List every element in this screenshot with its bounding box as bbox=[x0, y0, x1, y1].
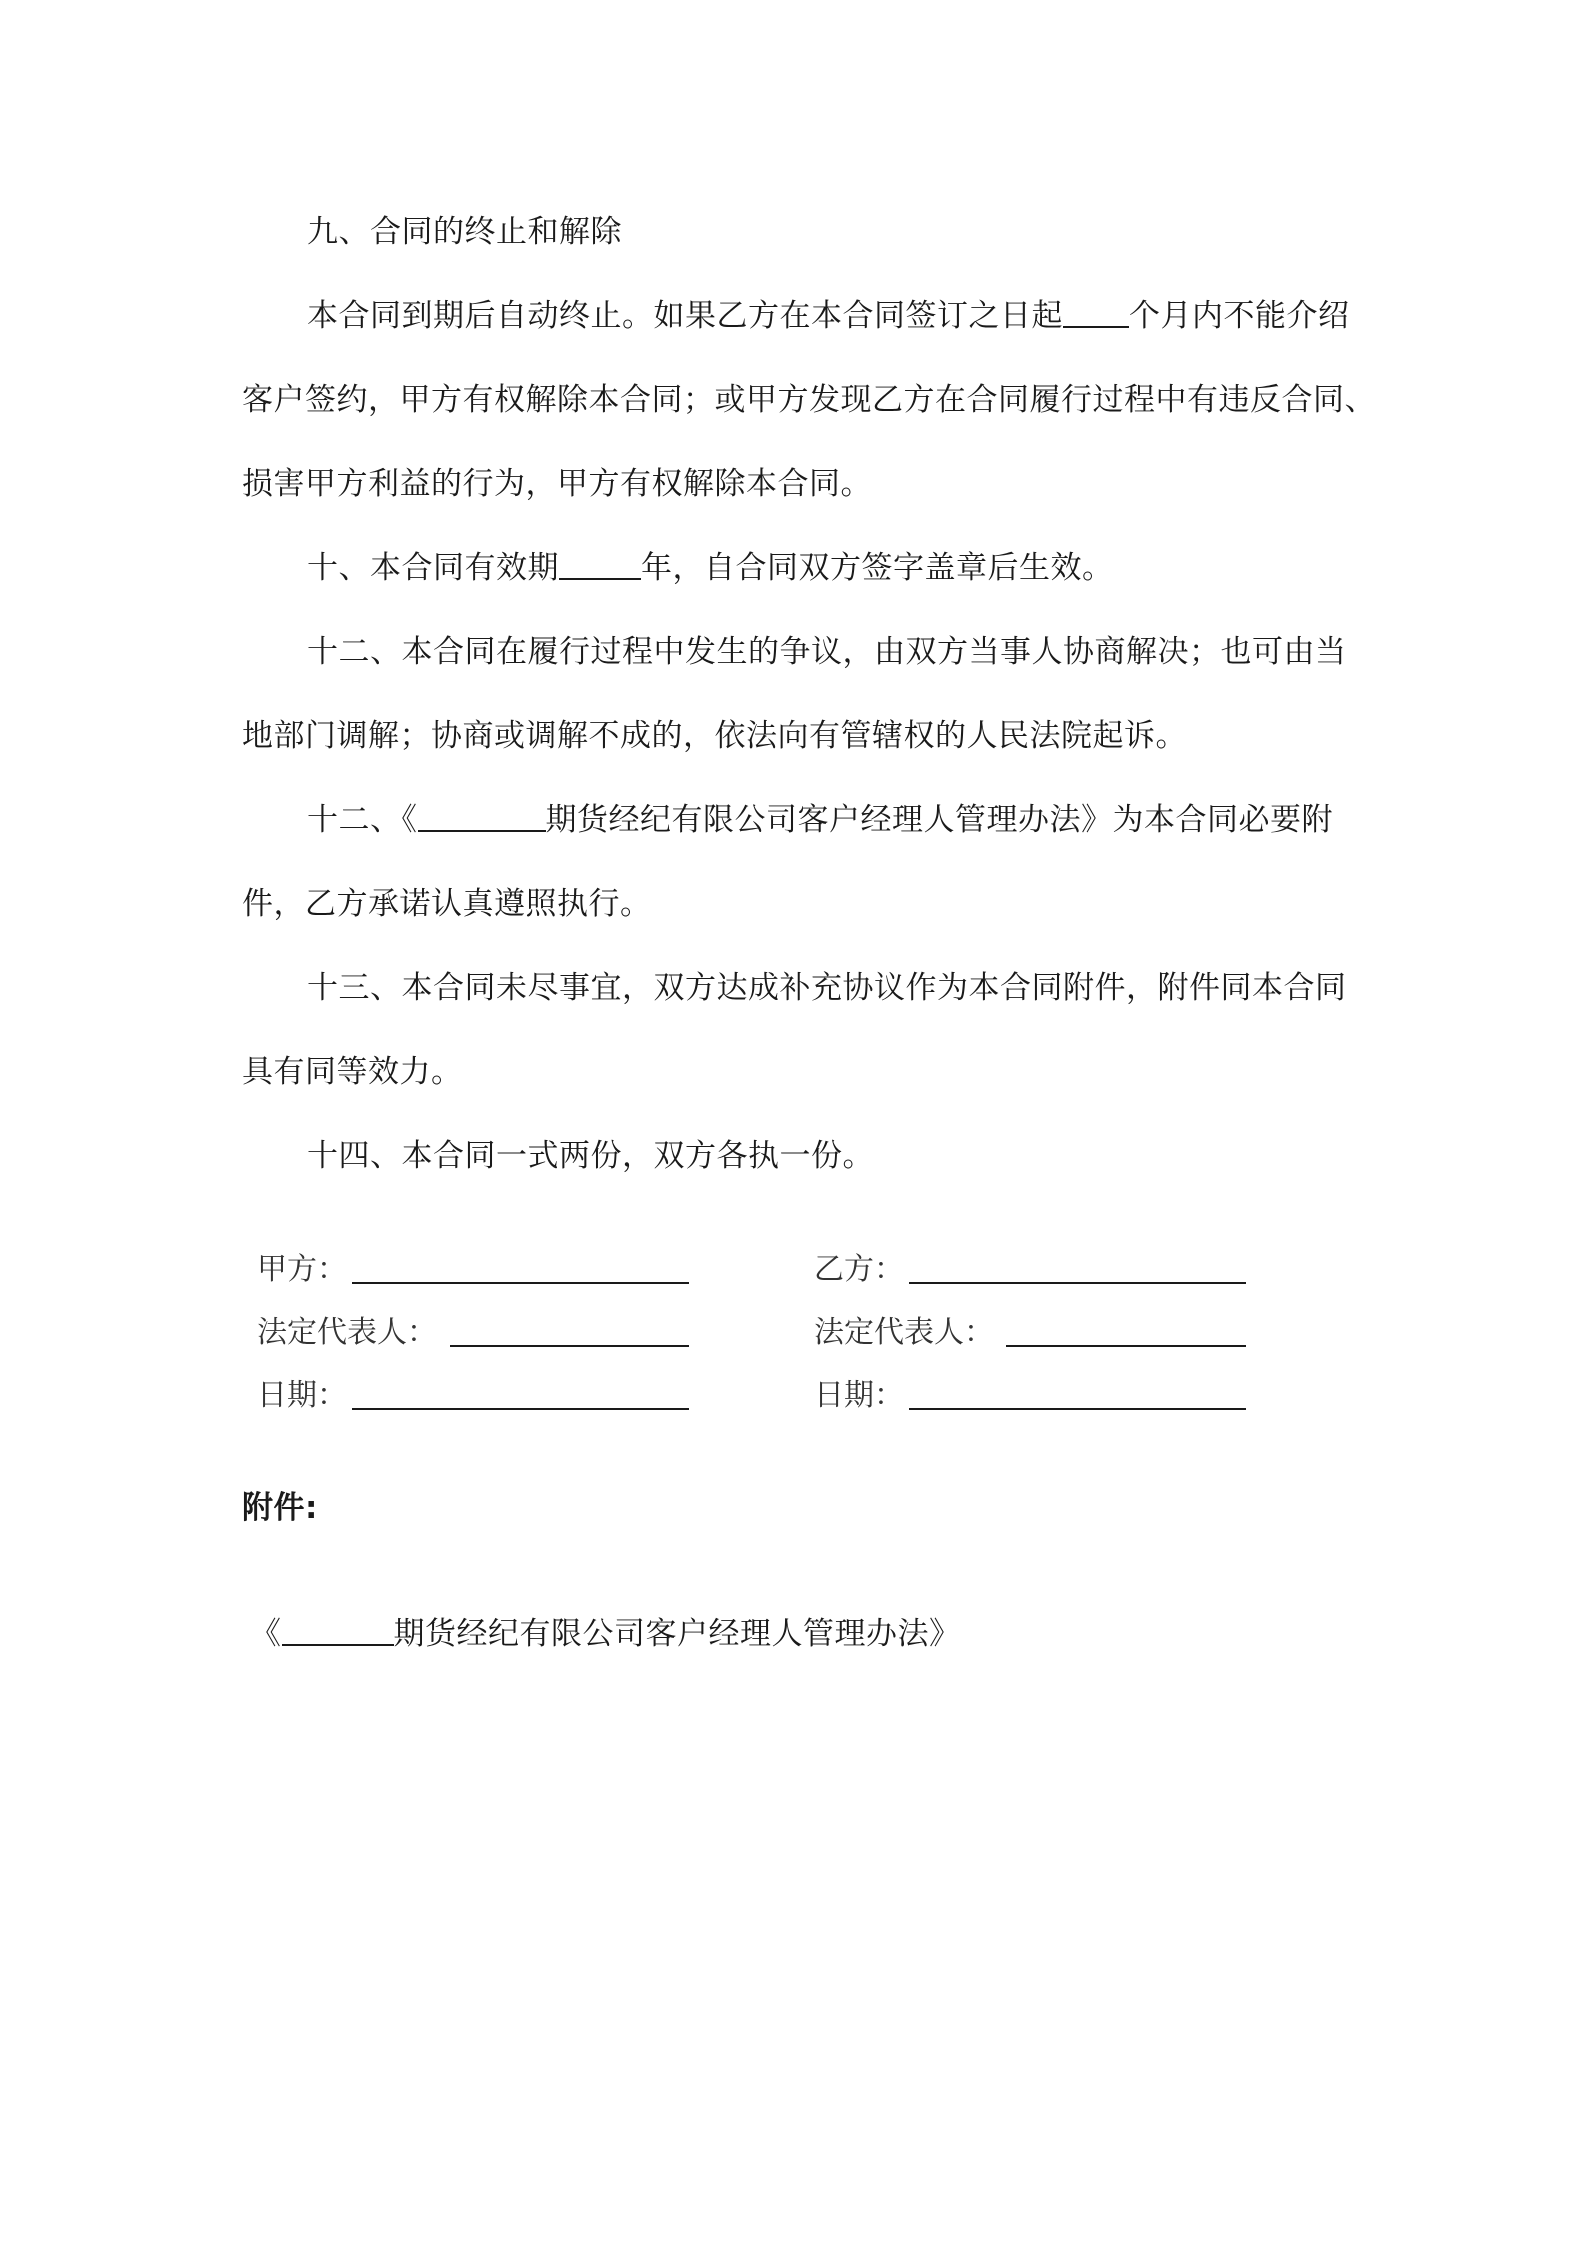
clause-9-line-1: 本合同到期后自动终止。如果乙方在本合同签订之日起 个月内不能介绍 bbox=[307, 298, 1350, 334]
clause-14: 十四、本合同一式两份，双方各执一份。 bbox=[307, 1138, 874, 1174]
party-b-signature-line bbox=[909, 1282, 1246, 1284]
clause-12-attachment-line-2: 件，乙方承诺认真遵照执行。 bbox=[242, 886, 652, 922]
clause-9-line-3: 损害甲方利益的行为，甲方有权解除本合同。 bbox=[242, 466, 872, 502]
attachment-title: 《 期货经纪有限公司客户经理人管理办法》 bbox=[250, 1616, 961, 1652]
party-a-rep-line bbox=[450, 1345, 689, 1347]
clause-10: 十、本合同有效期 年，自合同双方签字盖章后生效。 bbox=[307, 550, 1114, 586]
clause-9-heading: 九、合同的终止和解除 bbox=[307, 214, 622, 250]
party-b-rep-label: 法定代表人： bbox=[814, 1315, 994, 1350]
clause-13-line-1: 十三、本合同未尽事宜，双方达成补充协议作为本合同附件，附件同本合同 bbox=[307, 970, 1347, 1006]
party-a-date-line bbox=[352, 1408, 689, 1410]
years-blank bbox=[559, 548, 641, 580]
company-name-blank bbox=[418, 800, 546, 832]
party-a-label: 甲方： bbox=[257, 1252, 347, 1287]
party-b-rep-line bbox=[1006, 1345, 1246, 1347]
clause-12-attachment-line-1: 十二、《 期货经纪有限公司客户经理人管理办法》为本合同必要附 bbox=[307, 802, 1333, 838]
attachment-company-blank bbox=[282, 1614, 394, 1646]
party-a-date-label: 日期： bbox=[257, 1378, 347, 1413]
party-a-rep-label: 法定代表人： bbox=[257, 1315, 437, 1350]
party-b-label: 乙方： bbox=[814, 1252, 904, 1287]
clause-9-line-2: 客户签约，甲方有权解除本合同；或甲方发现乙方在合同履行过程中有违反合同、 bbox=[242, 382, 1376, 418]
clause-12-dispute-line-2: 地部门调解；协商或调解不成的，依法向有管辖权的人民法院起诉。 bbox=[242, 718, 1187, 754]
party-a-signature-line bbox=[352, 1282, 689, 1284]
attachment-heading: 附件: bbox=[242, 1490, 318, 1526]
party-b-date-line bbox=[909, 1408, 1246, 1410]
party-b-date-label: 日期： bbox=[814, 1378, 904, 1413]
clause-13-line-2: 具有同等效力。 bbox=[242, 1054, 463, 1090]
months-blank bbox=[1063, 296, 1129, 328]
clause-12-dispute-line-1: 十二、本合同在履行过程中发生的争议，由双方当事人协商解决；也可由当 bbox=[307, 634, 1347, 670]
